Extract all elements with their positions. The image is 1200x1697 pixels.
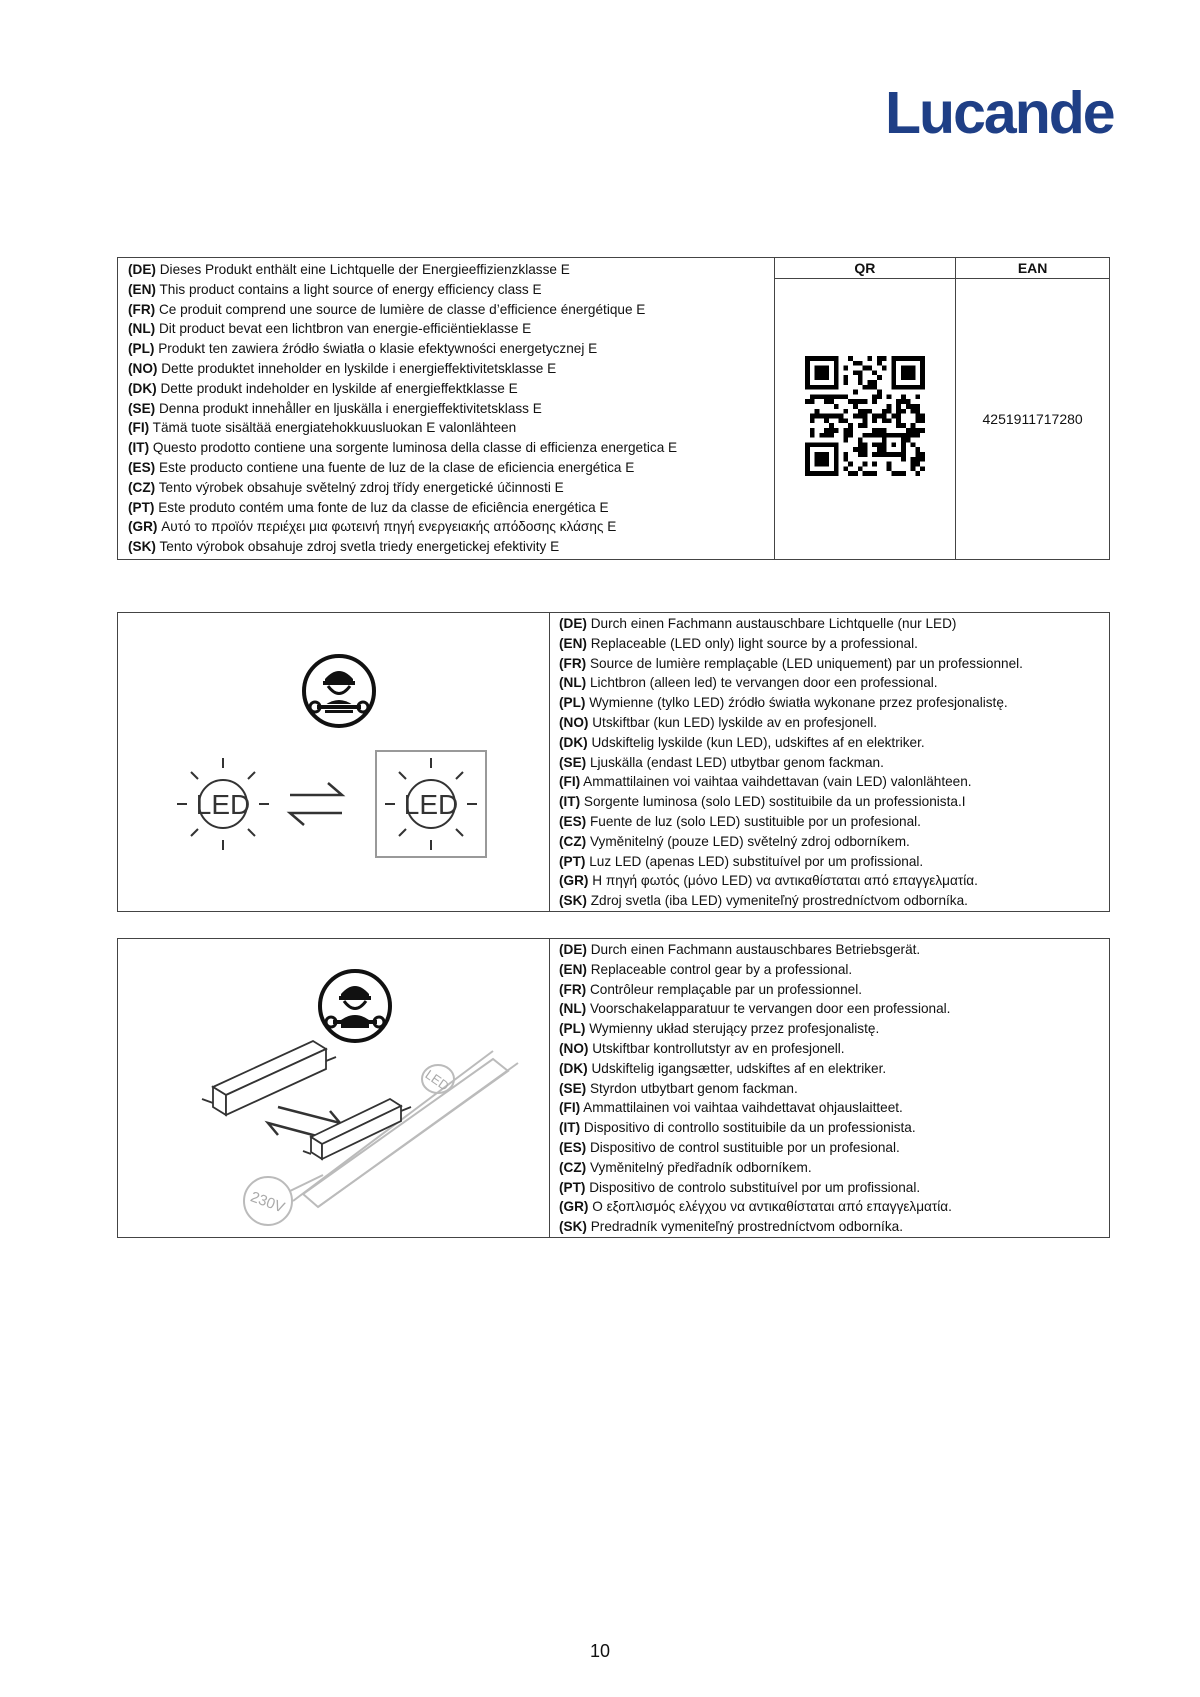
language-code: (EN) xyxy=(128,281,156,297)
language-line xyxy=(559,693,1023,713)
ean-value: 4251911717280 xyxy=(982,410,1083,427)
language-line xyxy=(128,359,764,379)
language-line xyxy=(559,832,1023,852)
language-code: (PL) xyxy=(128,341,155,357)
technician-icon xyxy=(304,656,374,726)
language-line xyxy=(559,1098,952,1118)
language-line xyxy=(559,673,1023,693)
language-text: Η πηγή φωτός (μόνο LED) να αντικαθίσταται από επαγγελματία. xyxy=(588,873,978,889)
svg-text:LED: LED xyxy=(195,789,251,820)
language-text: Udskiftelig lyskilde (kun LED), udskiftes af en elektriker. xyxy=(587,734,925,750)
language-text: Replaceable (LED only) light source by a professional. xyxy=(586,635,918,651)
language-line xyxy=(128,339,764,359)
language-code: (SE) xyxy=(128,400,156,416)
svg-text:LED: LED xyxy=(403,789,459,820)
language-code: (GR) xyxy=(559,873,589,889)
light-source-lines xyxy=(559,614,1023,911)
language-text: Vyměnitelný (pouze LED) světelný zdroj odborníkem. xyxy=(586,833,910,849)
language-code: (PT) xyxy=(559,853,586,869)
language-code: (DE) xyxy=(128,262,156,277)
led-bulb-icon xyxy=(177,758,269,850)
language-line xyxy=(559,1039,952,1059)
language-text: Durch einen Fachmann austauschbares Betriebsgerät. xyxy=(586,942,921,957)
language-code: (PL) xyxy=(559,695,586,711)
language-text: Utskiftbar (kun LED) lyskilde av en profesjonell. xyxy=(588,714,878,730)
language-line xyxy=(559,654,1023,674)
language-text: Fuente de luz (solo LED) sustituible por un profesional. xyxy=(586,813,921,829)
language-text: Dette produktet inneholder en lyskilde i energieffektivitetsklasse E xyxy=(157,360,557,376)
language-line xyxy=(559,1118,952,1138)
language-code: (NL) xyxy=(559,1001,587,1017)
control-gear-illustration xyxy=(118,939,550,1237)
language-text: Questo prodotto contiene una sorgente luminosa della classe di efficienza energetica E xyxy=(149,440,678,456)
language-text: Produkt ten zawiera źródło światła o klasie efektywności energetycznej E xyxy=(154,341,598,357)
lucande-logo: Lucande xyxy=(885,80,1114,146)
voltage-label: 230V xyxy=(248,1188,287,1217)
language-line xyxy=(128,478,764,498)
language-text: Ammattilainen voi vaihtaa vaihdettavat ohjauslaitteet. xyxy=(580,1100,903,1116)
control-gear-box xyxy=(117,938,1110,1238)
language-text: Αυτό το προϊόν περιέχει μια φωτεινή πηγή ενεργειακής απόδοσης κλάσης E xyxy=(157,519,617,535)
language-line xyxy=(559,1158,952,1178)
language-line xyxy=(559,1079,952,1099)
language-code: (FR) xyxy=(559,981,587,997)
language-text: Predradník vymeniteľný prostredníctvom odborníka. xyxy=(586,1219,903,1235)
language-line xyxy=(128,418,764,438)
language-line xyxy=(559,852,1023,872)
language-text: Este producto contiene una fuente de luz de la clase de eficiencia energética E xyxy=(155,459,635,475)
language-code: (EN) xyxy=(559,961,587,977)
language-line xyxy=(128,379,764,399)
qr-cell xyxy=(774,279,956,560)
energy-class-text-cell xyxy=(118,258,775,560)
language-text: Source de lumière remplaçable (LED uniquement) par un professionnel. xyxy=(586,655,1023,671)
language-line xyxy=(559,812,1023,832)
language-text: Styrdon utbytbart genom fackman. xyxy=(586,1080,798,1096)
language-line xyxy=(128,458,764,478)
language-line xyxy=(559,891,1023,911)
language-code: (DK) xyxy=(128,380,157,396)
language-code: (EN) xyxy=(559,635,587,651)
page-number: 10 xyxy=(589,1641,611,1661)
language-text: Replaceable control gear by a professional. xyxy=(586,961,853,977)
language-text: Dit product bevat een lichtbron van energie-efficiëntieklasse E xyxy=(155,321,532,337)
language-code: (ES) xyxy=(128,459,156,475)
language-text: Luz LED (apenas LED) substituível por um profissional. xyxy=(585,853,924,869)
language-line xyxy=(128,319,764,339)
language-text: Wymienne (tylko LED) źródło światła wykonane przez profesjonalistę. xyxy=(585,695,1008,711)
language-code: (DK) xyxy=(559,734,588,750)
language-text: Lichtbron (alleen led) te vervangen door een professional. xyxy=(586,675,938,691)
language-code: (NL) xyxy=(559,675,587,691)
language-line xyxy=(559,871,1023,891)
language-text: Ο εξοπλισμός ελέγχου να αντικαθίσταται από επαγγελματία. xyxy=(588,1199,952,1215)
language-code: (NO) xyxy=(559,1040,589,1056)
language-code: (CZ) xyxy=(559,833,587,849)
qr-header: QR xyxy=(774,258,956,279)
light-source-box xyxy=(117,612,1110,912)
language-text: Zdroj svetla (iba LED) vymeniteľný prostredníctvom odborníka. xyxy=(586,893,968,909)
language-code: (FI) xyxy=(128,420,150,436)
language-line xyxy=(559,980,952,1000)
language-text: Ammattilainen voi vaihtaa vaihdettavan (vain LED) valonlähteen. xyxy=(580,774,972,790)
language-line xyxy=(559,1019,952,1039)
language-text: Dieses Produkt enthält eine Lichtquelle der Energieeffizienzklasse E xyxy=(155,262,570,277)
language-line xyxy=(559,733,1023,753)
language-code: (SE) xyxy=(559,754,587,770)
language-code: (GR) xyxy=(559,1199,589,1215)
language-code: (SE) xyxy=(559,1080,587,1096)
language-code: (NO) xyxy=(559,714,589,730)
language-line xyxy=(128,517,764,537)
language-text: Utskiftbar kontrollutstyr av en profesjonell. xyxy=(588,1040,845,1056)
ean-header: EAN xyxy=(956,258,1110,279)
language-line xyxy=(128,300,764,320)
language-text: Sorgente luminosa (solo LED) sostituibile da un professionista.I xyxy=(580,794,966,810)
language-line xyxy=(559,792,1023,812)
language-text: Contrôleur remplaçable par un professionnel. xyxy=(586,981,862,997)
language-code: (FR) xyxy=(128,301,156,317)
language-text: Este produto contém uma fonte de luz da classe de eficiência energética E xyxy=(154,499,609,515)
language-line xyxy=(128,537,764,557)
language-line xyxy=(559,772,1023,792)
language-line xyxy=(559,614,1023,634)
language-text: Dispositivo de control sustituible por un profesional. xyxy=(586,1139,900,1155)
language-code: (CZ) xyxy=(559,1159,587,1175)
language-code: (FI) xyxy=(559,1100,581,1116)
language-code: (ES) xyxy=(559,1139,587,1155)
led-label: LED xyxy=(422,1066,452,1094)
language-line xyxy=(559,999,952,1019)
light-source-illustration xyxy=(118,613,550,911)
language-code: (CZ) xyxy=(128,479,156,495)
language-text: Durch einen Fachmann austauschbare Lichtquelle (nur LED) xyxy=(586,616,957,631)
language-text: Tento výrobok obsahuje zdroj svetla triedy energetickej efektivity E xyxy=(155,539,560,555)
led-bulb-boxed-icon xyxy=(376,751,486,857)
language-code: (SK) xyxy=(559,893,587,909)
language-line xyxy=(559,634,1023,654)
language-code: (NO) xyxy=(128,360,158,376)
language-line xyxy=(559,1138,952,1158)
language-line xyxy=(128,498,764,518)
language-code: (ES) xyxy=(559,813,587,829)
language-code: (DK) xyxy=(559,1060,588,1076)
language-code: (PL) xyxy=(559,1021,586,1037)
qr-code xyxy=(805,356,925,476)
language-line xyxy=(128,438,764,458)
language-text: This product contains a light source of energy efficiency class E xyxy=(155,281,542,297)
language-text: Tento výrobek obsahuje světelný zdroj třídy energetické účinnosti E xyxy=(155,479,564,495)
language-code: (DE) xyxy=(559,942,587,957)
language-line xyxy=(559,713,1023,733)
language-line xyxy=(559,1197,952,1217)
language-text: Voorschakelapparatuur te vervangen door een professional. xyxy=(586,1001,951,1017)
language-text: Wymienny układ sterujący przez profesjonalistę. xyxy=(585,1021,880,1037)
language-code: (DE) xyxy=(559,616,587,631)
technician-icon xyxy=(320,971,390,1041)
language-line xyxy=(559,960,952,980)
language-text: Dette produkt indeholder en lyskilde af energieffektklasse E xyxy=(156,380,518,396)
language-text: Dispositivo de controlo substituível por um profissional. xyxy=(585,1179,921,1195)
energy-class-table xyxy=(117,257,1110,560)
swap-arrows-icon xyxy=(290,783,342,825)
language-code: (GR) xyxy=(128,519,158,535)
language-line xyxy=(128,399,764,419)
language-code: (SK) xyxy=(559,1219,587,1235)
language-code: (IT) xyxy=(559,794,581,810)
language-code: (NL) xyxy=(128,321,156,337)
energy-class-lines xyxy=(128,260,764,557)
language-code: (IT) xyxy=(559,1120,581,1136)
language-code: (IT) xyxy=(128,440,150,456)
language-code: (SK) xyxy=(128,539,156,555)
language-text: Dispositivo di controllo sostituibile da un professionista. xyxy=(580,1120,916,1136)
language-code: (FI) xyxy=(559,774,581,790)
language-line xyxy=(559,940,952,960)
language-text: Udskiftelig igangsætter, udskiftes af en elektriker. xyxy=(587,1060,887,1076)
language-line xyxy=(128,280,764,300)
language-text: Tämä tuote sisältää energiatehokkuusluokan E valonlähteen xyxy=(149,420,517,436)
language-line xyxy=(559,1059,952,1079)
language-code: (PT) xyxy=(559,1179,586,1195)
language-line xyxy=(559,1217,952,1237)
language-text: Denna produkt innehåller en ljuskälla i energieffektivitetsklass E xyxy=(155,400,542,416)
language-line xyxy=(128,260,764,280)
language-code: (PT) xyxy=(128,499,155,515)
language-text: Vyměnitelný předřadník odborníkem. xyxy=(586,1159,812,1175)
language-line xyxy=(559,1178,952,1198)
ean-cell xyxy=(956,279,1110,560)
language-line xyxy=(559,753,1023,773)
language-text: Ljuskälla (endast LED) utbytbar genom fackman. xyxy=(586,754,884,770)
control-gear-driver-icon xyxy=(202,1041,336,1115)
language-code: (FR) xyxy=(559,655,587,671)
language-text: Ce produit comprend une source de lumière de classe d’efficience énergétique E xyxy=(155,301,646,317)
control-gear-lines xyxy=(559,940,952,1237)
